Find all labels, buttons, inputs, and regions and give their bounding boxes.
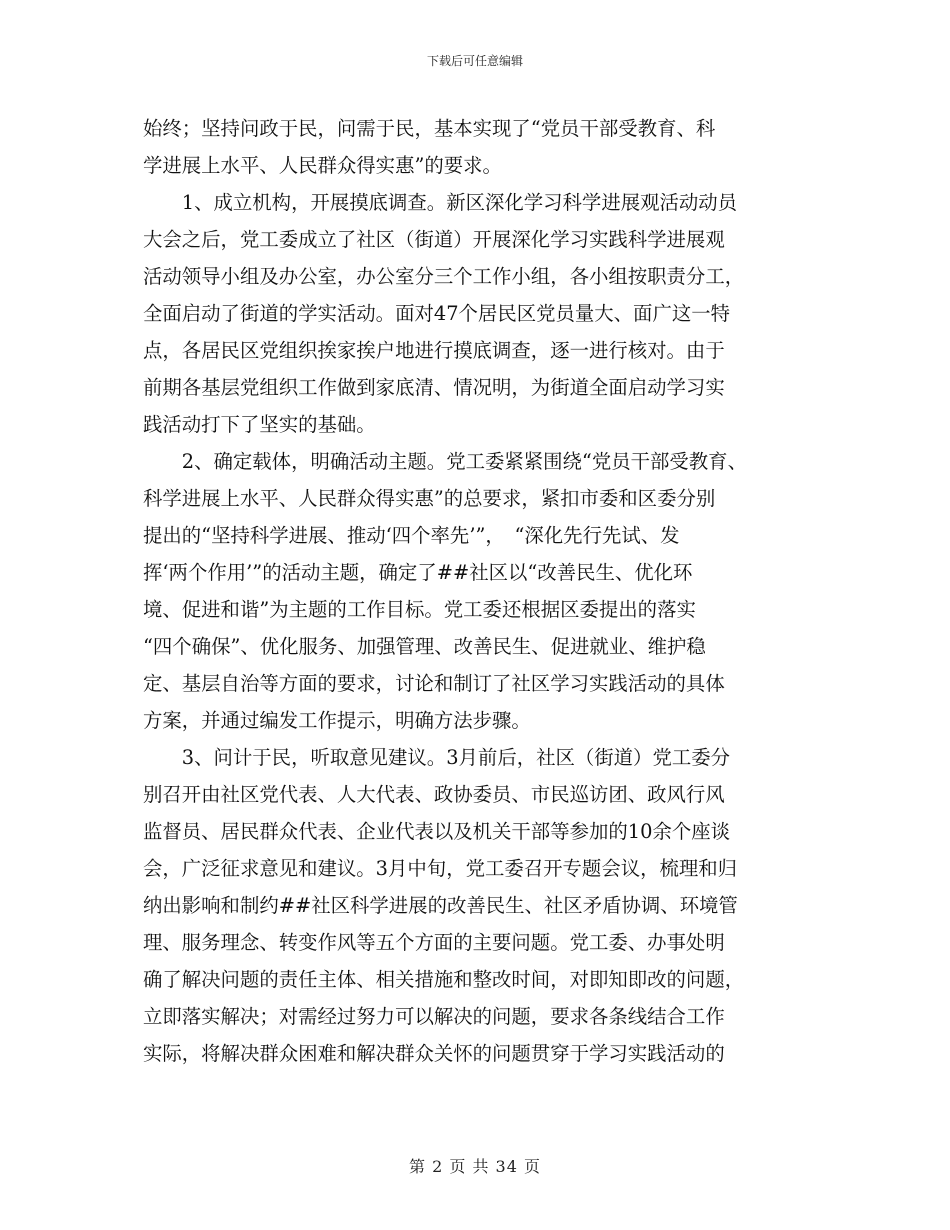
text-line: 方案，并通过编发工作提示，明确方法步骤。 — [143, 709, 531, 732]
text-line: 2、确定载体，明确活动主题。党工委紧紧围绕“党员干部受教育、 — [143, 450, 747, 473]
text-line: 监督员、居民群众代表、企业代表以及机关干部等参加的10余个座谈 — [143, 820, 731, 843]
text-line: 提出的“坚持科学进展、推动‘四个率先’”， “深化先行先试、发 — [143, 524, 680, 547]
page-header: 下载后可任意编辑 — [426, 54, 523, 68]
text-line: “四个确保”、优化服务、加强管理、改善民生、促进就业、维护稳 — [143, 635, 706, 658]
text-line: 理、服务理念、转变作风等五个方面的主要问题。党工委、办事处明 — [143, 931, 725, 954]
text-line: 定、基层自治等方面的要求，讨论和制订了社区学习实践活动的具体 — [143, 672, 725, 695]
text-line: 学进展上水平、人民群众得实惠”的要求。 — [143, 154, 502, 177]
text-line: 始终；坚持问政于民，问需于民，基本实现了“党员干部受教育、科 — [143, 117, 716, 140]
text-line: 点，各居民区党组织挨家挨户地进行摸底调查，逐一进行核对。由于 — [143, 339, 725, 362]
text-line: 3、问计于民，听取意见建议。3月前后，社区（街道）党工委分 — [143, 746, 731, 769]
text-line: 大会之后，党工委成立了社区（街道）开展深化学习实践科学进展观 — [143, 228, 725, 251]
document-body — [143, 110, 823, 1072]
text-line: 立即落实解决；对需经过努力可以解决的问题，要求各条线结合工作 — [143, 1005, 725, 1028]
text-line: 科学进展上水平、人民群众得实惠”的总要求，紧扣市委和区委分别 — [143, 487, 716, 510]
text-line: 活动领导小组及办公室，办公室分三个工作小组，各小组按职责分工， — [143, 265, 745, 288]
text-line: 实际，将解决群众困难和解决群众关怀的问题贯穿于学习实践活动的 — [143, 1042, 725, 1065]
text-line: 别召开由社区党代表、人大代表、政协委员、市民巡访团、政风行风 — [143, 783, 725, 806]
text-line: 会，广泛征求意见和建议。3月中旬，党工委召开专题会议，梳理和归 — [143, 857, 738, 880]
text-line: 确了解决问题的责任主体、相关措施和整改时间，对即知即改的问题， — [143, 968, 745, 991]
text-line: 纳出影响和制约##社区科学进展的改善民生、社区矛盾协调、环境管 — [143, 894, 738, 917]
page-number-footer: 第 2 页 共 34 页 — [409, 1157, 541, 1176]
text-line: 挥‘两个作用’”的活动主题，确定了##社区以“改善民生、优化环 — [143, 561, 693, 584]
text-line: 全面启动了街道的学实活动。面对47个居民区党员量大、面广这一特 — [143, 302, 731, 325]
text-line: 前期各基层党组织工作做到家底清、情况明，为街道全面启动学习实 — [143, 376, 725, 399]
text-line: 境、促进和谐”为主题的工作目标。党工委还根据区委提出的落实 — [143, 598, 696, 621]
text-line: 践活动打下了坚实的基础。 — [143, 413, 376, 436]
text-line: 1、成立机构，开展摸底调查。新区深化学习科学进展观活动动员 — [143, 191, 738, 214]
